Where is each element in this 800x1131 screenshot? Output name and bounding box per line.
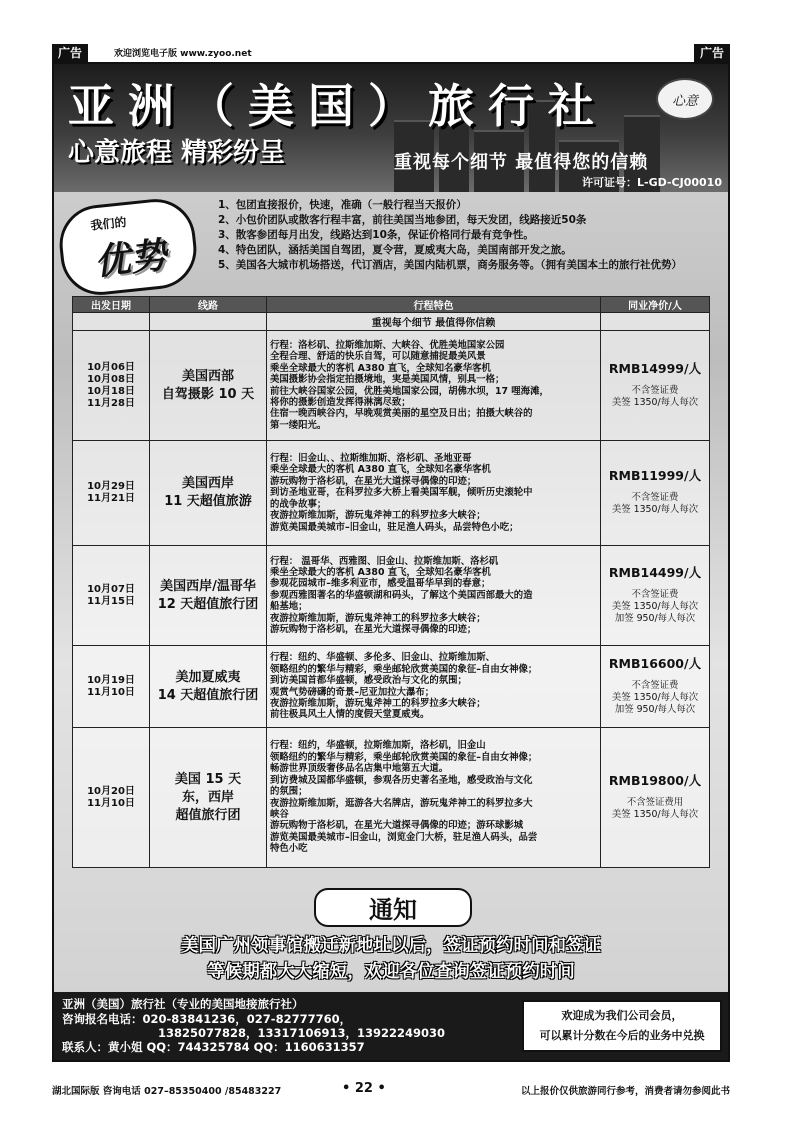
tour-table: [72, 296, 710, 868]
price-amount: RMB16600/人: [608, 655, 702, 671]
membership-box: [522, 1000, 722, 1052]
route-name: 美国 15 天 东，西岸 超值旅行团: [150, 728, 267, 868]
header-date: 出发日期: [73, 297, 150, 313]
footer-left: 湖北国际版 咨询电话 027–85350400 /85483227: [52, 1086, 282, 1097]
license-number: 许可证号：L-GD-CJ00010: [582, 176, 722, 189]
header-route: 线路: [150, 297, 267, 313]
notice-line-2: 等候期都大大缩短，欢迎各位查询签证预约时间: [207, 962, 575, 982]
header-price: 同业净价/人: [601, 297, 710, 313]
table-row: [73, 728, 710, 868]
price-cell: [601, 728, 710, 868]
brand-title: 亚洲（美国）旅行社: [68, 79, 608, 133]
page-footer: [52, 1083, 730, 1099]
route-name: 美加夏威夷 14 天超值旅行团: [150, 646, 267, 728]
ad-label-left: 广告: [52, 44, 88, 62]
advantages-list: [218, 198, 682, 273]
table-row: [73, 646, 710, 728]
price-amount: RMB14499/人: [608, 564, 702, 580]
slogan: 心意旅程 精彩纷呈: [68, 138, 286, 168]
contact-person: 联系人：黄小姐 QQ：744325784 QQ：1160631357: [62, 1040, 365, 1054]
route-name: 美国西部 自驾摄影 10 天: [150, 331, 267, 441]
table-row: [73, 546, 710, 646]
table-row: [73, 441, 710, 546]
page-number: • 22 •: [342, 1081, 386, 1096]
advantage-item: 4、特色团队，涵括美国自驾团，夏令营，夏威夷大岛，美国南部开发之旅。: [218, 244, 572, 256]
price-notes: 不含签证费 美签 1350/每人每次 加签 950/每人每次: [611, 588, 699, 624]
departure-dates: 10月06日 10月08日 10月18日 11月28日: [73, 331, 150, 441]
price-notes: 不含签证费用 美签 1350/每人每次: [611, 796, 699, 820]
route-name: 美国西岸/温哥华 12 天超值旅行团: [150, 546, 267, 646]
price-amount: RMB11999/人: [608, 468, 702, 483]
price-cell: [601, 441, 710, 546]
member-line-1: 欢迎成为我们公司会员，: [561, 1009, 683, 1022]
price-cell: [601, 546, 710, 646]
price-notes: 不含签证费 美签 1350/每人每次: [611, 492, 699, 515]
price-notes: 不含签证费 美签 1350/每人每次 加签 950/每人每次: [611, 679, 699, 715]
banner: [54, 64, 728, 192]
phones-line-1: 咨询报名电话：020-83841236，027-82777760，: [62, 1012, 352, 1026]
contact-phones: [62, 1012, 445, 1054]
advantage-item: 2、小包价团队或散客行程丰富，前往美国当地参团，每天发团，线路接近50条: [218, 214, 587, 226]
advertisement-frame: [52, 62, 730, 1062]
company-name: 亚洲（美国）旅行社（专业的美国地接旅行社）: [62, 997, 304, 1011]
advantage-item: 3、散客参团每月出发，线路达到10条，保证价格同行最有竞争性。: [218, 229, 534, 241]
route-features: 行程： 温哥华、西雅图、旧金山、拉斯维加斯、洛杉矶 乘坐全球最大的客机 A380 直飞，全球知名豪华客机 参观花园城市–维多利亚市，感受温哥华早到的春意； 参观西雅图著名的华盛顿湖和码头，了解这个美国西部最大的造 船基地； 夜游拉斯维加斯，游玩鬼斧神工的科罗拉多大峡谷； 游玩购物于洛杉矶，在星光大道探寻偶像的印迹；: [267, 546, 601, 646]
notice-line-1: 美国广州领事馆搬迁新地址以后，签证预约时间和签证: [181, 936, 601, 956]
route-features: 行程：纽约、华盛顿、多伦多、旧金山、拉斯维加斯、 领略纽约的繁华与精彩，乘坐邮轮欣赏美国的象征–自由女神像； 到访美国首都华盛顿，感受政治与文化的氛围； 观赏气势磅礴的奇景–尼亚加拉大瀑布； 夜游拉斯维加斯，游玩鬼斧神工的科罗拉多大峡谷； 前往极具风土人情的度假天堂夏威夷。: [267, 646, 601, 728]
table-subhead: 重视每个细节 最值得你信赖: [267, 313, 601, 331]
phones-line-2: 13825077828，13317106913，13922249030: [158, 1026, 446, 1040]
contact-section: [54, 992, 728, 1060]
notice-section: [54, 882, 728, 982]
price-amount: RMB14999/人: [608, 360, 702, 376]
member-line-2: 可以累计分数在今后的业务中兑换: [539, 1029, 705, 1042]
advantages-small: 我们的: [89, 215, 128, 233]
route-features: 行程：旧金山、、拉斯维加斯、洛杉矶、圣地亚哥 乘坐全球最大的客机 A380 直飞，全球知名豪华客机 游玩购物于洛杉矶，在星光大道探寻偶像的印迹； 到访圣地亚哥，在科罗拉多大桥上看美国军舰，倾听历史滚轮中 的战争故事； 夜游拉斯维加斯，游玩鬼斧神工的科罗拉多大峡谷； 游览美国最美城市–旧金山，驻足渔人码头，品尝特色小吃；: [267, 441, 601, 546]
departure-dates: 10月07日 11月15日: [73, 546, 150, 646]
price-cell: [601, 331, 710, 441]
top-bar: [52, 44, 730, 62]
price-notes: 不含签证费 美签 1350/每人每次: [611, 384, 699, 408]
price-cell: [601, 646, 710, 728]
company-logo: 心意: [656, 78, 714, 120]
departure-dates: 10月19日 11月10日: [73, 646, 150, 728]
advantages-badge: [56, 195, 201, 299]
departure-dates: 10月20日 11月10日: [73, 728, 150, 868]
welcome-text[interactable]: 欢迎浏览电子版 www.zyoo.net: [114, 49, 252, 59]
route-features: 行程：纽约，华盛顿，拉斯维加斯，洛杉矶，旧金山 领略纽约的繁华与精彩，乘坐邮轮欣赏美国的象征–自由女神像； 畅游世界顶级奢侈品名店集中地第五大道。 到访费城及国都华盛顿，参观各历史著名圣地，感受政治与文化 的氛围； 夜游拉斯维加斯，逛游各大名牌店，游玩鬼斧神工的科罗拉多大 峡谷 游玩购物于洛杉矶，在星光大道探寻偶像的印迹；游环球影城 游览美国最美城市–旧金山，浏览金门大桥，驻足渔人码头，品尝 特色小吃: [267, 728, 601, 868]
notice-title: 通知: [314, 888, 472, 927]
footer-disclaimer: 以上报价仅供旅游同行参考，消费者请勿参阅此书: [520, 1086, 730, 1097]
departure-dates: 10月29日 11月21日: [73, 441, 150, 546]
advantage-item: 5、美国各大城市机场搭送，代订酒店，美国内陆机票，商务服务等。（拥有美国本土的旅行社优势）: [218, 259, 683, 271]
advantage-item: 1、包团直接报价，快速，准确（一般行程当天报价）: [218, 199, 467, 211]
advantages-section: [54, 192, 728, 302]
ad-label-right: 广告: [694, 44, 730, 62]
route-features: 行程：洛杉矶、拉斯维加斯、大峡谷、优胜美地国家公园 全程合理、舒适的快乐自驾，可以随意捕捉最美风景 乘坐全球最大的客机 A380 直飞，全球知名豪华客机 美国摄影协会指定拍摄境地，実是美国风情，别具一格； 前往大峡谷国家公园，优胜美地国家公园，胡佛水坝，17 哩海滩， 将你的摄影创造发挥得淋漓尽致； 住宿一晚西峡谷内，早晚观赏美丽的星空及日出；拍摄大峡谷的 第一缕阳光。: [267, 331, 601, 441]
table-header-row: [73, 297, 710, 313]
table-row: [73, 331, 710, 441]
header-features: 行程特色: [267, 297, 601, 313]
slogan-secondary: 重视每个细节 最值得您的信赖: [394, 152, 649, 173]
price-amount: RMB19800/人: [608, 772, 702, 788]
advantages-big: 优势: [92, 235, 169, 284]
route-name: 美国西岸 11 天超值旅游: [150, 441, 267, 546]
